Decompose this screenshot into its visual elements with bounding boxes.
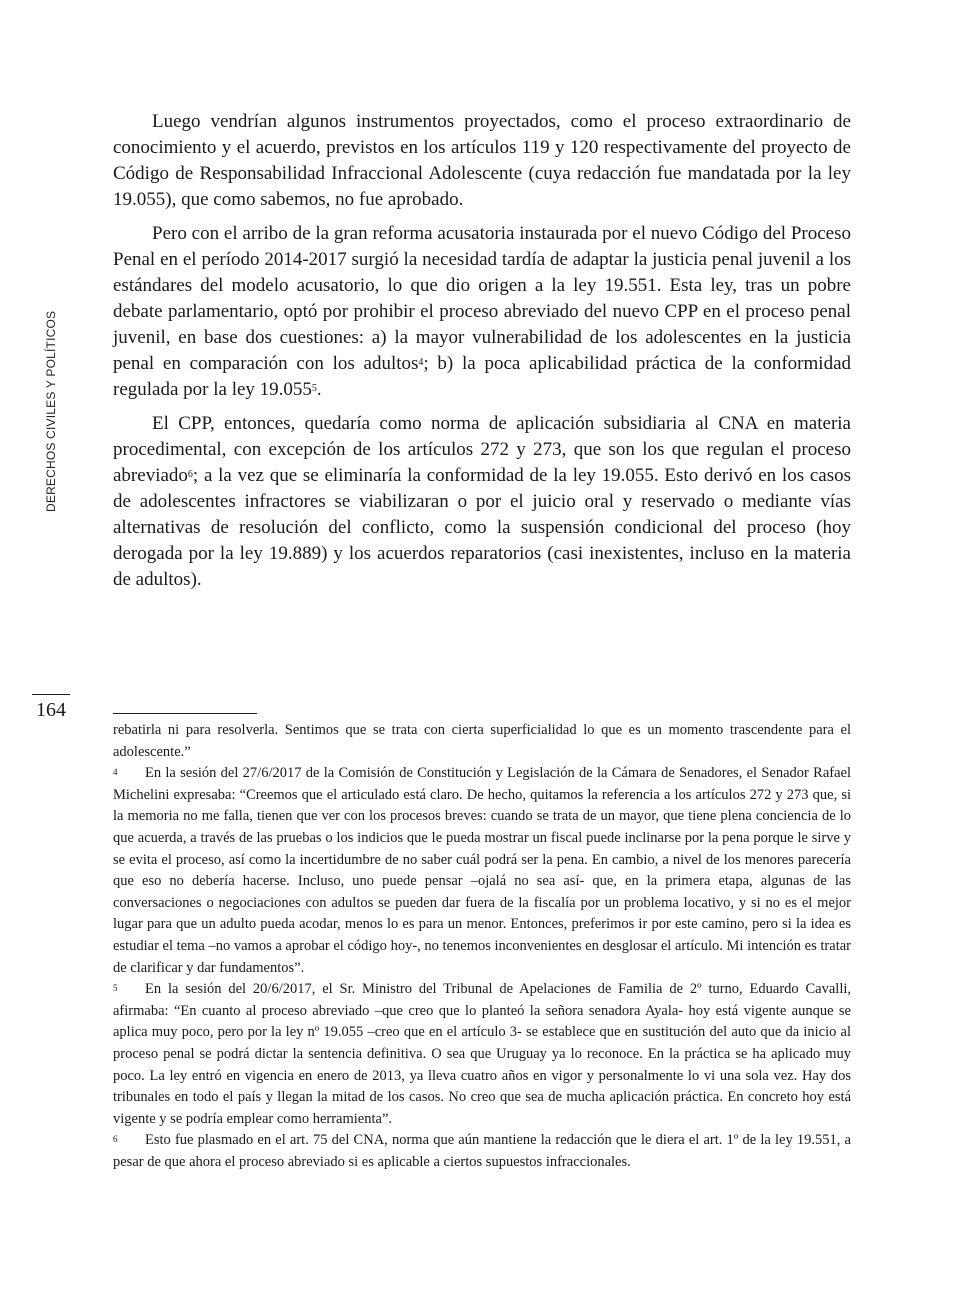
footnote-4 — [113, 763, 851, 979]
page-number-rule — [32, 694, 70, 695]
footnote-5 — [113, 979, 851, 1130]
footnote-text: Esto fue plasmado en el art. 75 del CNA, norma que aún mantiene la redacción que le diera el art. 1º de la ley 19.551, a pesar de que ahora el proceso abreviado si es aplicable a ciertos supuestos infraccionales. — [113, 1132, 851, 1170]
footnote-separator — [113, 713, 257, 714]
running-side-title: DERECHOS CIVILES Y POLÍTICOS — [44, 310, 58, 512]
paragraph-2-text-a: Pero con el arribo de la gran reforma acusatoria instaurada por el nuevo Código del Proceso Penal en el período 2014-2017 surgió la necesidad tardía de adaptar la justicia penal juvenil a los estándares del modelo acusatorio, lo que dio origen a la ley 19.551. Esta ley, tras un pobre debate parlamentario, optó por prohibir el proceso abreviado del nuevo CPP en el proceso penal juvenil, en base dos cuestiones: a) la mayor vulnerabilidad de los adolescentes en la justicia penal en comparación con los adultos — [113, 223, 851, 374]
page-number: 164 — [36, 699, 66, 721]
footnote-marker: 6 — [113, 1134, 118, 1145]
paragraph-3-text-b: ; a la vez que se eliminaría la conformidad de la ley 19.055. Esto derivó en los casos de adolescentes infractores se viabilizaran o por el juicio oral y reservado o mediante vías alternativas de resolución del conflicto, como la suspensión condicional del proceso (hoy derogada por la ley 19.889) y los acuerdos reparatorios (casi inexistentes, incluso en la materia de adultos). — [113, 465, 851, 590]
footnote-text: En la sesión del 20/6/2017, el Sr. Ministro del Tribunal de Apelaciones de Familia de 2º turno, Eduardo Cavalli, afirmaba: “En cuanto al proceso abreviado –que creo que lo planteó la señora senadora Ayala- hoy está vigente aunque se aplica muy poco, pero por la ley nº 19.055 –creo que en el artículo 3- se establece que en sustitución del auto que da inicio al proceso penal se podrá dictar la sentencia definitiva. O sea que Uruguay ya lo reconoce. En la práctica se ha aplicado muy poco. La ley entró en vigencia en enero de 2013, ya lleva cuatro años en vigor y personalmente lo vi una sola vez. Hay dos tribunales en todo el país y llegan la mitad de los casos. No creo que sea de mucha aplicación práctica. En concreto hoy está vigente y se podría emplear como herramienta”. — [113, 981, 851, 1127]
paragraph-1 — [113, 109, 851, 213]
footnote-6 — [113, 1130, 851, 1173]
footnote-text: En la sesión del 27/6/2017 de la Comisión de Constitución y Legislación de la Cámara de Senadores, el Senador Rafael Michelini expresaba: “Creemos que el articulado está claro. De hecho, quitamos la referencia a los artículos 272 y 273 que, si la memoria no me falla, tienen que ver con los procesos breves: cuando se trata de un mayor, que tiene plena conciencia de lo que acuerda, a través de las pruebas o los indicios que le pueda mostrar un fiscal puede inclinarse por la pena porque le sirve y se evita el proceso, así como la incertidumbre de no saber cuál podrá ser la pena. En cambio, a nivel de los menores parecería que eso no debería hacerse. Incluso, uno puede pensar –ojalá no sea así- que, en la primera etapa, algunas de las conversaciones o negociaciones con adultos se pueden dar fuera de la fiscalía por un problema locativo, y si no es el mejor lugar para que un adulto pueda acodar, menos lo es para un menor. Entonces, preferimos ir por este camino, pero si la idea es estudiar el tema –no vamos a aprobar el código hoy-, no tenemos inconvenientes en desglosar el artículo. Mi intención es tratar de clarificar y dar fundamentos”. — [113, 765, 851, 976]
paragraph-2 — [113, 221, 851, 403]
footnote-ref-5[interactable]: 5 — [311, 383, 317, 394]
footnote-marker: 4 — [113, 767, 118, 778]
footnote-marker: 5 — [113, 983, 118, 994]
footnote-ref-6[interactable]: 6 — [187, 469, 193, 480]
footnote-ref-4[interactable]: 4 — [418, 357, 424, 368]
body-text — [113, 109, 851, 601]
footnote-continuation: rebatirla ni para resolverla. Sentimos que se trata con cierta superficialidad lo que es un momento trascendente para el adolescente.” — [113, 722, 851, 760]
paragraph-3-text-a: El CPP, entonces, quedaría como norma de aplicación subsidiaria al CNA en materia procedimental, con excepción de los artículos 272 y 273, que son los que regulan el proceso abreviado — [113, 413, 851, 486]
footnotes — [113, 720, 851, 1173]
paragraph-2-text-c: . — [316, 379, 322, 400]
paragraph-1-text: Luego vendrían algunos instrumentos proyectados, como el proceso extraordinario de conocimiento y el acuerdo, previstos en los artículos 119 y 120 respectivamente del proyecto de Código de Responsabilidad Infraccional Adolescente (cuya redacción fue mandatada por la ley 19.055), que como sabemos, no fue aprobado. — [113, 111, 851, 210]
paragraph-3 — [113, 411, 851, 593]
paragraph-2-text-b: ; b) la poca aplicabilidad práctica de la conformidad regulada por la ley 19.055 — [113, 353, 851, 400]
